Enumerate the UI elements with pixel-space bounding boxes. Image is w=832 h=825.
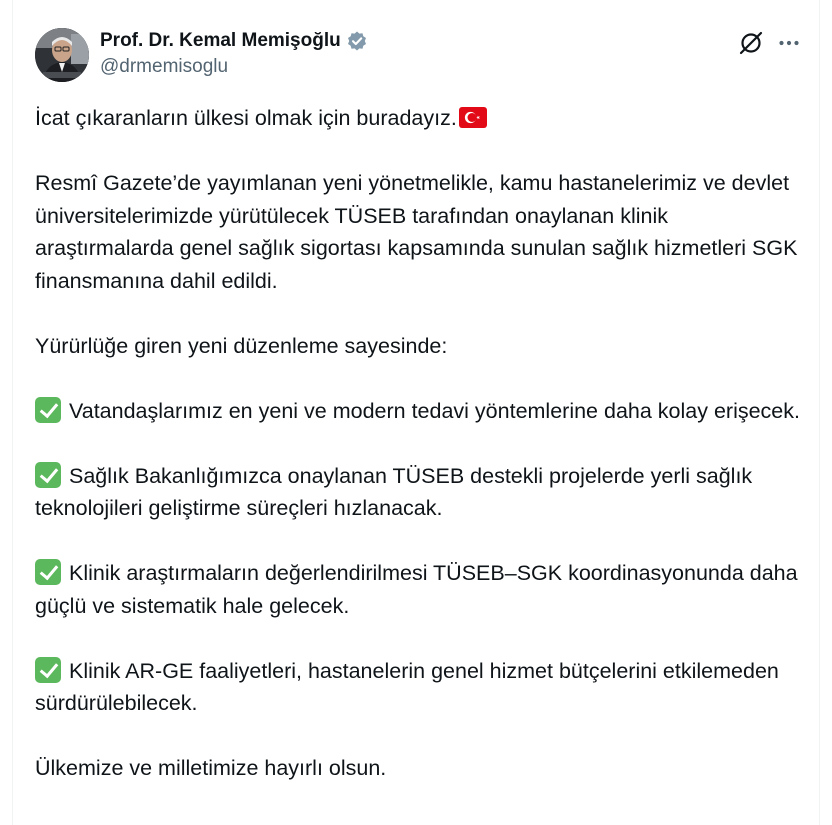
- verified-badge-icon: [346, 30, 368, 52]
- tweet-bullet-2: [35, 460, 805, 525]
- grok-icon[interactable]: [737, 29, 765, 57]
- headline-text: İcat çıkaranların ülkesi olmak için buradayız.: [35, 106, 457, 130]
- author-handle[interactable]: @drmemisoglu: [100, 56, 229, 77]
- tweet-paragraph-closing: Ülkemize ve milletimize hayırlı olsun.: [35, 756, 387, 780]
- bullet-text-3: Klinik araştırmaların değerlendirilmesi TÜSEB–SGK koordinasyonunda daha güçlü ve sistematik hale gelecek.: [35, 561, 798, 618]
- check-mark-button-icon: [35, 657, 61, 683]
- tweet-bullet-1: [35, 395, 805, 428]
- more-options-icon[interactable]: [775, 29, 803, 57]
- author-name-row[interactable]: [100, 28, 368, 54]
- turkey-flag-icon: [459, 107, 487, 128]
- tweet-paragraph-intro: Yürürlüğe giren yeni düzenleme sayesinde:: [35, 333, 448, 358]
- avatar[interactable]: [35, 28, 89, 82]
- check-mark-button-icon: [35, 559, 61, 585]
- tweet-bullet-3: [35, 557, 805, 622]
- bullet-text-1: Vatandaşlarımız en yeni ve modern tedavi yöntemlerine daha kolay erişecek.: [69, 398, 800, 423]
- tweet-paragraph-headline: [35, 102, 805, 135]
- check-mark-button-icon: [35, 397, 61, 423]
- bullet-text-4: Klinik AR-GE faaliyetleri, hastanelerin genel hizmet bütçelerini etkilemeden sürdürülebilecek.: [35, 658, 779, 715]
- tweet-text: [35, 102, 805, 817]
- check-mark-button-icon: [35, 462, 61, 488]
- tweet-bullet-4: [35, 655, 805, 720]
- tweet-card: [12, 0, 820, 825]
- author-display-name[interactable]: Prof. Dr. Kemal Memişoğlu: [100, 30, 341, 51]
- bullet-text-2: Sağlık Bakanlığımızca onaylanan TÜSEB destekli projelerde yerli sağlık teknolojileri geliştirme süreçleri hızlanacak.: [35, 463, 753, 520]
- profile-photo: [35, 28, 89, 82]
- tweet-paragraph-main: Resmî Gazete’de yayımlanan yeni yönetmelikle, kamu hastanelerimiz ve devlet üniversitelerimizde yürütülecek TÜSEB tarafından onaylanan klinik araştırmalarda genel sağlık sigortası kapsamında sunulan sağlık hizmetleri SGK finansmanına dahil edildi.: [35, 171, 798, 293]
